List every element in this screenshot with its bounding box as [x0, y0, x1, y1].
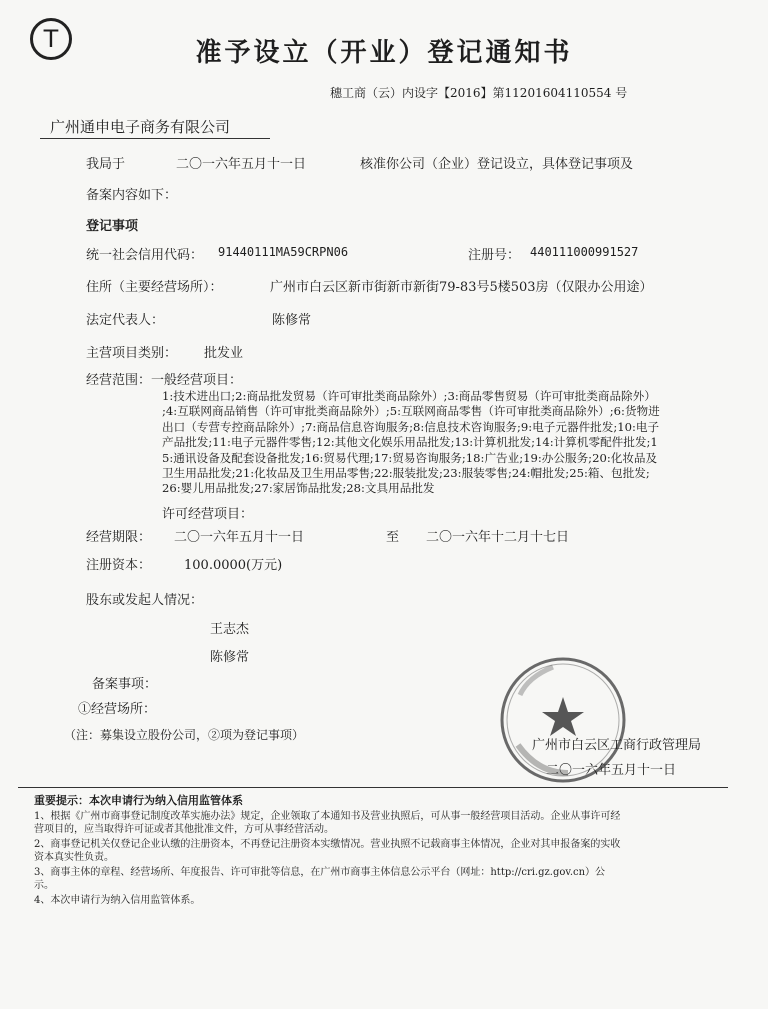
- scope-line: 26:婴儿用品批发;27:家居饰品批发;28:文具用品批发: [162, 481, 435, 496]
- intro-date: 二〇一六年五月十一日: [176, 157, 307, 172]
- scope-line: 出口（专营专控商品除外）;7:商品信息咨询服务;8:信息技术咨询服务;9:电子元器件批发;10:电子: [162, 419, 660, 434]
- shareholder-name: 陈修常: [210, 650, 250, 665]
- page-title: 准予设立（开业）登记通知书: [195, 38, 573, 68]
- reg-number-label: 注册号：: [468, 248, 521, 263]
- divider: [40, 138, 270, 139]
- notice-line: 2、商事登记机关仅登记企业认缴的注册资本，不再登记注册资本实缴情况。营业执照不记载商事主体情况，企业对其申报备案的实收: [34, 839, 621, 850]
- authority-name: 广州市白云区工商行政管理局: [532, 738, 702, 753]
- company-name: 广州通申电子商务有限公司: [50, 118, 231, 136]
- main-category-label: 主营项目类别：: [86, 346, 178, 361]
- divider: [18, 787, 728, 788]
- intro-text-2: 备案内容如下：: [86, 188, 178, 203]
- scope-line: 卫生用品批发;21:化妆品及卫生用品零售;22:服装批发;23:服装零售;24:帽批发;25:箱、包批发;: [162, 466, 650, 481]
- reg-number-value: 440111000991527: [530, 245, 639, 259]
- term-start: 二〇一六年五月十一日: [174, 530, 305, 545]
- scope-line: ;4:互联网商品销售（许可审批类商品除外）;5:互联网商品零售（许可审批类商品除外）;6:货物进: [162, 404, 660, 419]
- main-category-value: 批发业: [204, 346, 244, 361]
- footnote: （注：募集设立股份公司，②项为登记事项）: [64, 728, 305, 742]
- filing-item: ①经营场所：: [78, 702, 157, 717]
- shareholders-label: 股东或发起人情况：: [86, 593, 204, 608]
- notice-line: 资本真实性负责。: [34, 852, 114, 863]
- scope-label: 经营范围：一般经营项目：: [86, 373, 243, 388]
- term-to: 至: [386, 530, 400, 545]
- notice-line: 4、本次申请行为纳入信用监管体系。: [34, 895, 201, 906]
- business-scope: [162, 389, 722, 497]
- shareholder-name: 王志杰: [210, 622, 250, 637]
- scope-line: 5:通讯设备及配套设备批发;16:贸易代理;17:贸易咨询服务;18:广告业;19:办公服务;20:化妆品及: [162, 450, 658, 465]
- notice-list: [34, 810, 724, 907]
- address-value: 广州市白云区新市街新市新街79-83号5楼503房（仅限办公用途）: [270, 280, 653, 295]
- section-title: 登记事项: [86, 219, 139, 234]
- legal-rep-value: 陈修常: [272, 313, 312, 328]
- credit-code-value: 91440111MA59CRPN06: [218, 245, 349, 259]
- license-label: 许可经营项目：: [162, 507, 254, 522]
- address-label: 住所（主要经营场所）：: [86, 280, 223, 295]
- capital-label: 注册资本：: [86, 558, 152, 573]
- notice-title: 重要提示：本次申请行为纳入信用监管体系: [34, 794, 243, 807]
- document-number: 穗工商（云）内设字【2016】第11201604110554 号: [330, 86, 628, 100]
- authority-date: 二〇一六年五月十一日: [546, 763, 677, 778]
- term-label: 经营期限：: [86, 530, 152, 545]
- scope-line: 产品批发;11:电子元器件零售;12:其他文化娱乐用品批发;13:计算机批发;14:计算机零配件批发;1: [162, 435, 658, 450]
- logo-letter: T: [43, 25, 59, 53]
- legal-rep-label: 法定代表人：: [86, 313, 165, 328]
- notice-line: 示。: [34, 880, 54, 891]
- credit-code-label: 统一社会信用代码：: [86, 248, 204, 263]
- intro-prefix: 我局于: [86, 157, 126, 172]
- intro-text: 核准你公司（企业）登记设立，具体登记事项及: [360, 157, 634, 172]
- scope-line: 1:技术进出口;2:商品批发贸易（许可审批类商品除外）;3:商品零售贸易（许可审批类商品除外）: [162, 389, 656, 403]
- notice-line: 3、商事主体的章程、经营场所、年度报告、许可审批等信息，在广州市商事主体信息公示平台（网址：http://cri.gz.gov.cn）公: [34, 867, 606, 878]
- notice-line: 1、根据《广州市商事登记制度改革实施办法》规定，企业领取了本通知书及营业执照后，可从事一般经营项目活动。企业从事许可经: [34, 811, 621, 822]
- term-end: 二〇一六年十二月十七日: [426, 530, 570, 545]
- filing-label: 备案事项：: [92, 677, 158, 692]
- capital-value: 100.0000(万元): [184, 558, 283, 573]
- notice-line: 营项目的，应当取得许可证或者其他批准文件，方可从事经营活动。: [34, 824, 334, 835]
